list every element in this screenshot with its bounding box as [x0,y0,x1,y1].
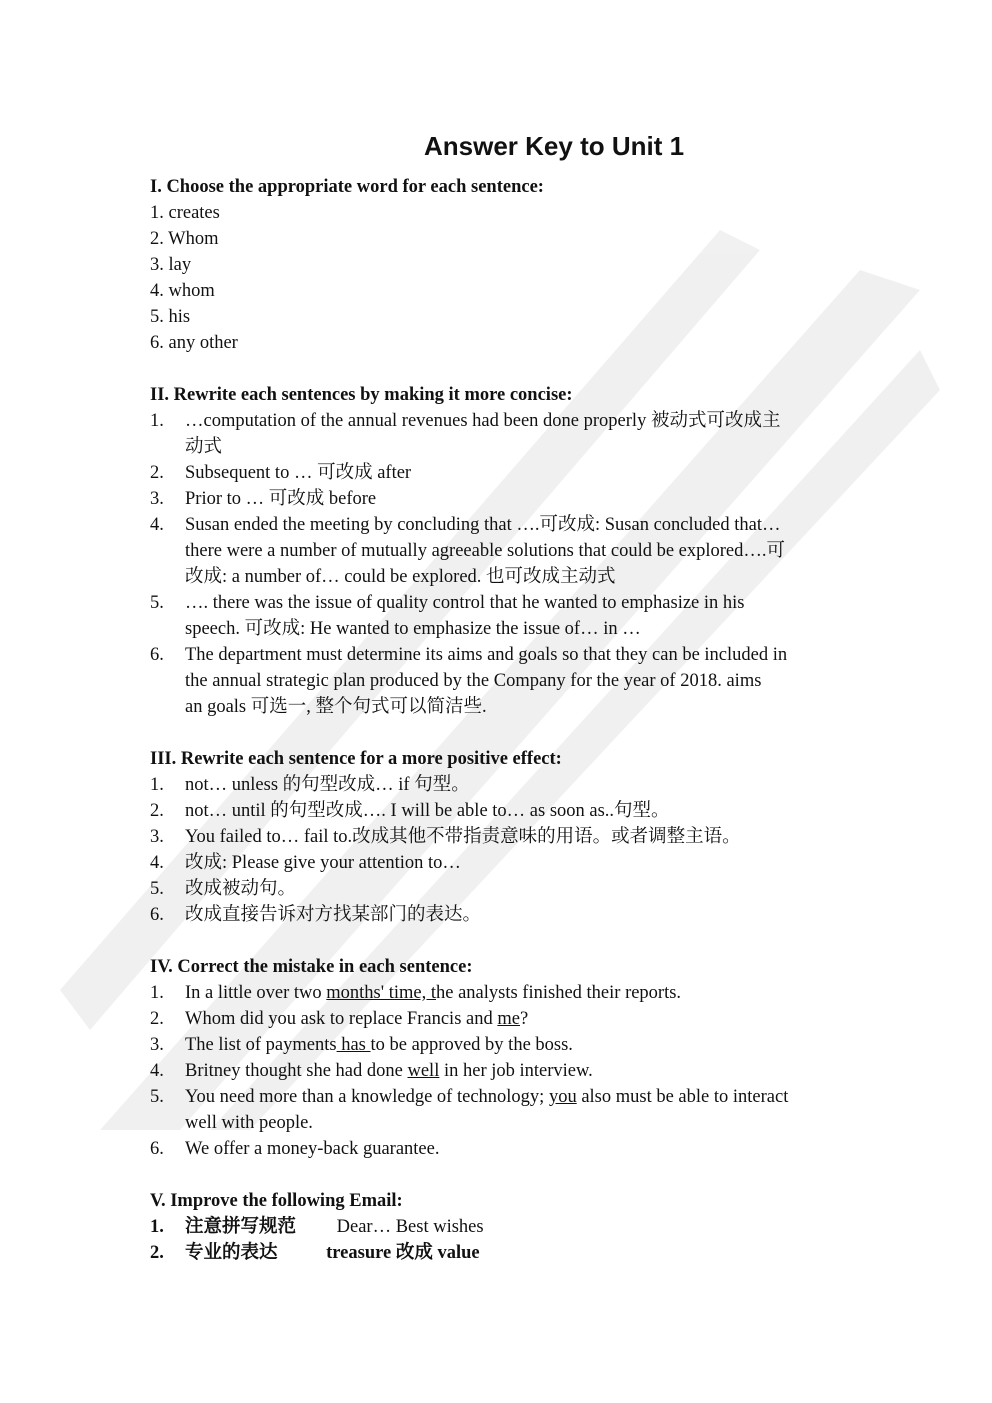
section-5 [150,1188,850,1266]
list-item: 5. his [150,307,191,327]
item-number: 3. [150,489,164,509]
list-item [150,408,850,460]
item-text: Whom did you ask to replace Francis and [185,1009,498,1029]
section-4-list [150,980,850,1162]
list-item [150,1032,850,1058]
item-text: The list of payments [185,1035,337,1055]
item-number: 3. [150,1035,164,1055]
section-5-title: V. Improve the following Email: [150,1191,403,1211]
item-text: not… unless 的句型改成… if 句型。 [185,775,470,795]
list-item [150,642,850,720]
document-page [150,128,850,1292]
list-item [150,460,850,486]
item-text: 注意拼写规范 [185,1217,297,1237]
list-item: 1. creates [150,203,220,223]
list-item [150,1214,850,1240]
section-1-list [150,200,850,356]
list-item [150,980,850,1006]
item-line: Subsequent to … 可改成 after [185,463,412,483]
item-number: 2. [150,1009,164,1029]
list-item [150,902,850,928]
item-text: We offer a money-back guarantee. [185,1139,440,1159]
list-item [150,512,850,590]
item-text: not… until 的句型改成…. I will be able to… as soon as..句型。 [185,801,670,821]
list-item [150,772,850,798]
item-number: 5. [150,593,164,613]
item-text: in her job interview. [439,1061,593,1081]
item-line: an goals 可选一, 整个句式可以简洁些. [185,697,487,717]
item-line: …computation of the annual revenues had been done properly 被动式可改成主 [185,411,781,431]
item-text: also must be able to interact [576,1087,789,1107]
list-item [150,590,850,642]
item-text: You need more than a knowledge of technology; [185,1087,549,1107]
list-item [150,1136,850,1162]
item-number: 1. [150,1217,164,1237]
section-5-list [150,1214,850,1266]
item-number: 4. [150,1061,164,1081]
item-number: 2. [150,1243,164,1263]
item-line: the annual strategic plan produced by the Company for the year of 2018. aims [185,671,762,691]
underlined-correction: you [548,1087,577,1107]
item-text: 改成: Please give your attention to… [185,853,461,873]
item-text: 改成直接告诉对方找某部门的表达。 [185,905,482,925]
item-line: …. there was the issue of quality control that he wanted to emphasize in his [185,593,745,613]
item-number: 6. [150,905,164,925]
section-3-title: III. Rewrite each sentence for a more positive effect: [150,749,562,769]
item-number: 3. [150,827,164,847]
section-2 [150,382,850,720]
item-text: In a little over two [185,983,327,1003]
item-number: 6. [150,645,164,665]
item-number: 1. [150,775,164,795]
list-item [150,1084,850,1136]
section-1-title: I. Choose the appropriate word for each sentence: [150,177,544,197]
list-item: 6. any other [150,333,238,353]
section-3-list [150,772,850,928]
item-number: 4. [150,515,164,535]
list-item: 4. whom [150,281,215,301]
item-number: 6. [150,1139,164,1159]
item-number: 1. [150,983,164,1003]
item-line: 动式 [185,437,223,457]
list-item [150,1058,850,1084]
section-3 [150,746,850,928]
item-line: Susan ended the meeting by concluding that ….可改成: Susan concluded that… [185,515,781,535]
item-line: Prior to … 可改成 before [185,489,377,509]
item-line: there were a number of mutually agreeable solutions that could be explored….可 [185,541,786,561]
list-item [150,824,850,850]
item-number: 1. [150,411,164,431]
item-number: 5. [150,879,164,899]
item-text: ? [519,1009,529,1029]
list-item [150,798,850,824]
section-2-title: II. Rewrite each sentences by making it more concise: [150,385,573,405]
item-line: 改成: a number of… could be explored. 也可改成主动式 [185,567,616,587]
section-4-title: IV. Correct the mistake in each sentence: [150,957,473,977]
item-text: Dear… Best wishes [336,1217,484,1237]
item-text: treasure 改成 value [326,1243,480,1263]
underlined-correction: me [497,1009,520,1029]
list-item [150,486,850,512]
item-line: well with people. [185,1113,313,1133]
underlined-correction: has [336,1035,371,1055]
item-text: Britney thought she had done [185,1061,408,1081]
item-text: he analysts finished their reports. [436,983,682,1003]
list-item: 2. Whom [150,229,219,249]
list-item [150,850,850,876]
section-4 [150,954,850,1162]
item-text: You failed to… fail to.改成其他不带指责意味的用语。或者调整主语。 [185,827,741,847]
list-item [150,1240,850,1266]
item-line: The department must determine its aims and goals so that they can be included in [185,645,788,665]
section-1 [150,174,850,356]
item-text: 改成被动句。 [185,879,297,899]
item-text: 专业的表达 [185,1243,278,1263]
item-number: 4. [150,853,164,873]
underlined-correction: months' time, t [326,983,436,1003]
item-line: speech. 可改成: He wanted to emphasize the issue of… in … [185,619,641,639]
item-number: 5. [150,1087,164,1107]
section-2-list [150,408,850,720]
page-title: Answer Key to Unit 1 [424,131,685,161]
list-item [150,1006,850,1032]
list-item [150,876,850,902]
item-number: 2. [150,801,164,821]
item-text: to be approved by the boss. [370,1035,573,1055]
item-number: 2. [150,463,164,483]
underlined-correction: well [407,1061,440,1081]
list-item: 3. lay [150,255,192,275]
